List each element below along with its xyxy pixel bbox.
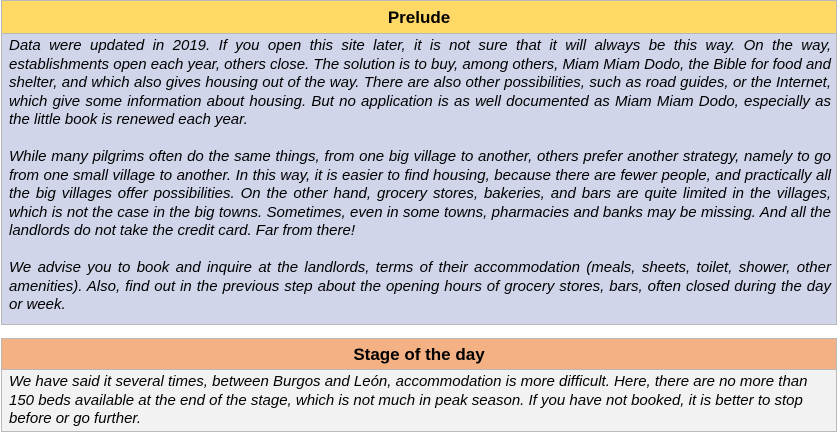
prelude-text-box (1, 34, 837, 325)
stage-paragraph: We have said it several times, between Burgos and León, accommodation is more difficult. Here, there are no more than 150 beds available at the end of the stage, which is not much in peak season. If you have not booked, it is better to stop before or go further. (9, 373, 808, 427)
stage-of-the-day-text-box (1, 370, 837, 432)
prelude-paragraph: While many pilgrims often do the same things, from one big village to another, others prefer another strategy, namely to go from one small village to another. In this way, it is easier to find housing, because there are fewer people, and practically all the big villages offer possibilities. On the other hand, grocery stores, bakeries, and bars are quite limited in the villages, which is not the case in the big towns. Sometimes, even in some towns, pharmacies and banks may be missing. And all the landlords do not take the credit card. Far from there! (9, 148, 831, 239)
prelude-paragraph: Data were updated in 2019. If you open this site later, it is not sure that it will always be this way. On the way, establishments open each year, others close. The solution is to buy, among others, Miam Miam Dodo, the Bible for food and shelter, and which also gives housing out of the way. There are also other possibilities, such as road guides, or the Internet, which give some information about housing. But no application is as well documented as Miam Miam Dodo, especially as the little book is renewed each year. (9, 37, 831, 128)
stage-of-the-day-heading: Stage of the day (1, 338, 837, 370)
prelude-heading: Prelude (1, 0, 837, 34)
prelude-paragraph: We advise you to book and inquire at the landlords, terms of their accommodation (meals, sheets, toilet, shower, other amenities). Also, find out in the previous step about the opening hours of grocery stores, bars, often closed during the day or week. (9, 259, 831, 313)
